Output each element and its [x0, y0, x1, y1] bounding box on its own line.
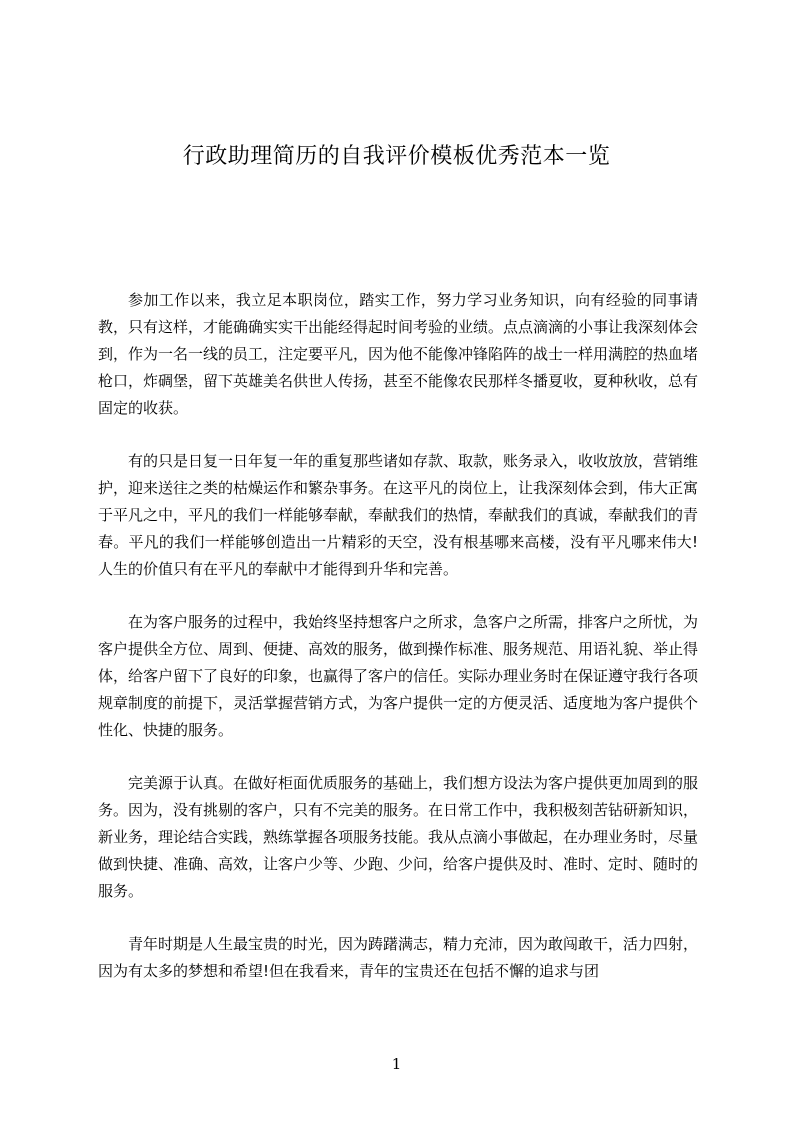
paragraph-3: 在为客户服务的过程中，我始终坚持想客户之所求，急客户之所需，排客户之所忧，为客户提供全方位、周到、便捷、高效的服务，做到操作标准、服务规范、用语礼貌、举止得体，给客户留下了良好的印象，也赢得了客户的信任。实际办理业务时在保证遵守我行各项规章制度的前提下，灵活掌握营销方式，为客户提供一定的方便灵活、适度地为客户提供个性化、快捷的服务。: [98, 613, 699, 739]
page-number: 1: [391, 1055, 402, 1073]
paragraph-5: 青年时期是人生最宝贵的时光，因为踌躇满志，精力充沛，因为敢闯敢干，活力四射，因为有太多的梦想和希望!但在我看来，青年的宝贵还在包括不懈的追求与团: [98, 935, 699, 980]
document-body: [98, 287, 698, 1011]
paragraph-4: 完美源于认真。在做好柜面优质服务的基础上，我们想方设法为客户提供更加周到的服务。因为，没有挑剔的客户，只有不完美的服务。在日常工作中，我积极刻苦钻研新知识，新业务，理论结合实践，熟练掌握各项服务技能。我从点滴小事做起，在办理业务时，尽量做到快捷、准确、高效，让客户少等、少跑、少问，给客户提供及时、准时、定时、随时的服务。: [98, 774, 699, 900]
paragraph-2: 有的只是日复一日年复一年的重复那些诸如存款、取款，账务录入，收收放放，营销维护，迎来送往之类的枯燥运作和繁杂事务。在这平凡的岗位上，让我深刻体会到，伟大正寓于平凡之中，平凡的我们一样能够奉献，奉献我们的热情，奉献我们的真诚，奉献我们的青春。平凡的我们一样能够创造出一片精彩的天空，没有根基哪来高楼，没有平凡哪来伟大!人生的价值只有在平凡的奉献中才能得到升华和完善。: [98, 452, 699, 578]
paragraph-1: 参加工作以来，我立足本职岗位，踏实工作，努力学习业务知识，向有经验的同事请教，只有这样，才能确确实实干出能经得起时间考验的业绩。点点滴滴的小事让我深刻体会到，作为一名一线的员工，注定要平凡，因为他不能像冲锋陷阵的战士一样用满腔的热血堵枪口，炸碉堡，留下英雄美名供世人传扬，甚至不能像农民那样冬播夏收，夏种秋收，总有固定的收获。: [98, 291, 699, 417]
document-title: 行政助理简历的自我评价模板优秀范本一览: [182, 144, 611, 169]
